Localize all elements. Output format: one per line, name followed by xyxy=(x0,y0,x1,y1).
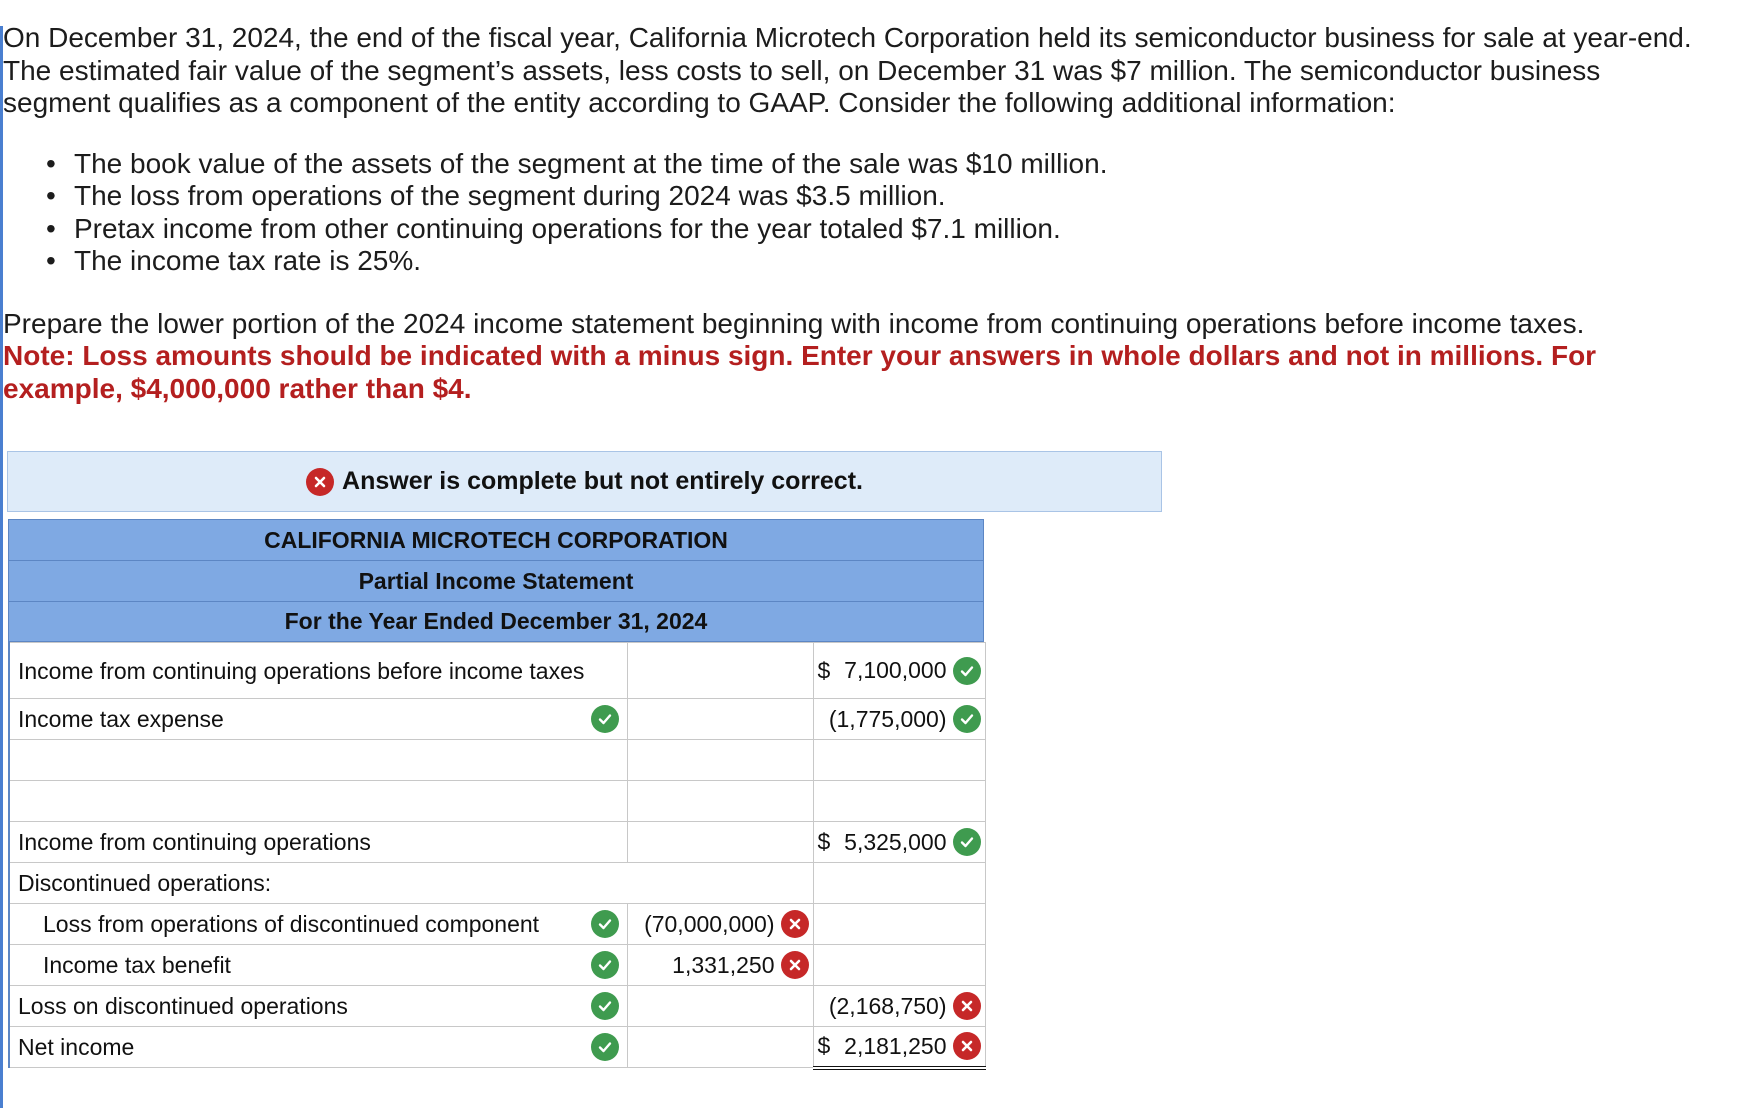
table-row xyxy=(9,904,985,945)
check-circle-icon xyxy=(591,951,619,979)
row-label: Loss from operations of discontinued component xyxy=(43,910,540,937)
amount-value: 7,100,000 xyxy=(844,657,947,683)
amount-cell-col2[interactable] xyxy=(627,740,813,781)
row-label: Net income xyxy=(18,1033,135,1060)
x-circle-icon xyxy=(781,910,809,938)
table-row xyxy=(9,822,985,863)
row-label-cell[interactable] xyxy=(9,699,627,740)
row-label-cell[interactable] xyxy=(9,945,627,986)
amount-cell-col3[interactable] xyxy=(813,699,985,740)
table-row xyxy=(9,740,985,781)
amount-cell-col3[interactable] xyxy=(813,781,985,822)
statement-period: For the Year Ended December 31, 2024 xyxy=(8,601,984,642)
row-label[interactable]: Income from continuing operations xyxy=(9,822,627,863)
amount-value: (2,168,750) xyxy=(828,992,947,1019)
amount-value: (1,775,000) xyxy=(828,705,947,732)
x-circle-icon xyxy=(781,951,809,979)
amount-cell-col2[interactable] xyxy=(627,986,813,1027)
row-label: Income tax expense xyxy=(18,705,224,732)
dollar-sign: $ xyxy=(817,828,831,855)
check-circle-icon xyxy=(591,705,619,733)
amount-cell-col3[interactable] xyxy=(813,863,985,904)
amount-cell-col2[interactable] xyxy=(627,781,813,822)
info-list xyxy=(3,148,1693,278)
amount-cell-col2[interactable] xyxy=(627,699,813,740)
row-label-cell[interactable] xyxy=(9,1027,627,1068)
amount-cell-col2[interactable] xyxy=(627,822,813,863)
row-label[interactable] xyxy=(9,740,627,781)
amount-cell-col3[interactable] xyxy=(813,904,985,945)
amount-value: (70,000,000) xyxy=(644,910,775,937)
statement-company: CALIFORNIA MICROTECH CORPORATION xyxy=(8,519,984,560)
info-item: • The book value of the assets of the segment at the time of the sale was $10 million. xyxy=(74,148,1693,181)
dollar-sign: $ xyxy=(817,657,831,683)
x-circle-icon xyxy=(306,468,334,496)
table-row xyxy=(9,643,985,699)
row-label: Income tax benefit xyxy=(43,951,231,978)
amount-value: 2,181,250 xyxy=(844,1032,947,1059)
problem-text xyxy=(3,22,1693,405)
info-item: • Pretax income from other continuing operations for the year totaled $7.1 million. xyxy=(74,213,1693,246)
amount-value: 1,331,250 xyxy=(672,951,775,978)
amount-cell-col2[interactable] xyxy=(627,1027,813,1068)
check-circle-icon xyxy=(953,657,981,685)
info-item: • The income tax rate is 25%. xyxy=(74,245,1693,278)
row-label-cell[interactable] xyxy=(9,904,627,945)
amount-cell-col2[interactable] xyxy=(627,904,813,945)
info-item: • The loss from operations of the segment during 2024 was $3.5 million. xyxy=(74,180,1693,213)
check-circle-icon xyxy=(591,1033,619,1061)
table-row xyxy=(9,863,985,904)
banner-text: Answer is complete but not entirely correct. xyxy=(342,467,863,495)
check-circle-icon xyxy=(953,705,981,733)
table-row xyxy=(9,699,985,740)
amount-cell-col2[interactable] xyxy=(627,945,813,986)
row-label[interactable] xyxy=(9,781,627,822)
table-row xyxy=(9,1027,985,1068)
answer-status-banner xyxy=(7,451,1162,512)
amount-cell-col3[interactable] xyxy=(813,945,985,986)
row-label-cell[interactable] xyxy=(9,986,627,1027)
amount-cell-col2[interactable] xyxy=(627,643,813,699)
amount-value: 5,325,000 xyxy=(844,828,947,855)
check-circle-icon xyxy=(591,910,619,938)
amount-cell-col3[interactable] xyxy=(813,643,985,699)
check-circle-icon xyxy=(953,828,981,856)
amount-cell-col3[interactable] xyxy=(813,822,985,863)
row-label: Loss on discontinued operations xyxy=(18,992,348,1019)
x-circle-icon xyxy=(953,1032,981,1060)
table-row xyxy=(9,781,985,822)
row-label[interactable]: Income from continuing operations before income taxes xyxy=(9,643,627,699)
check-circle-icon xyxy=(591,992,619,1020)
prepare-instruction: Prepare the lower portion of the 2024 income statement beginning with income from continuing operations before income taxes. xyxy=(3,307,1585,339)
table-row xyxy=(9,945,985,986)
x-circle-icon xyxy=(953,992,981,1020)
note-instruction: Note: Loss amounts should be indicated with a minus sign. Enter your answers in whole dollars and not in millions. For example, $4,000,000 rather than $4. xyxy=(3,340,1597,404)
amount-cell-col3[interactable] xyxy=(813,1027,985,1068)
amount-cell-col3[interactable] xyxy=(813,986,985,1027)
amount-cell-col3[interactable] xyxy=(813,740,985,781)
income-statement xyxy=(8,519,984,1070)
statement-table xyxy=(8,642,986,1070)
problem-intro: On December 31, 2024, the end of the fiscal year, California Microtech Corporation held its semiconductor business for sale at year-end. The estimated fair value of the segment’s assets, less costs to sell, on December 31 was $7 million. The semiconductor business segment qualifies as a component of the entity according to GAAP. Consider the following additional information: xyxy=(3,22,1692,118)
dollar-sign: $ xyxy=(817,1032,831,1059)
row-label: Discontinued operations: xyxy=(9,863,813,904)
statement-title: Partial Income Statement xyxy=(8,560,984,601)
table-row xyxy=(9,986,985,1027)
